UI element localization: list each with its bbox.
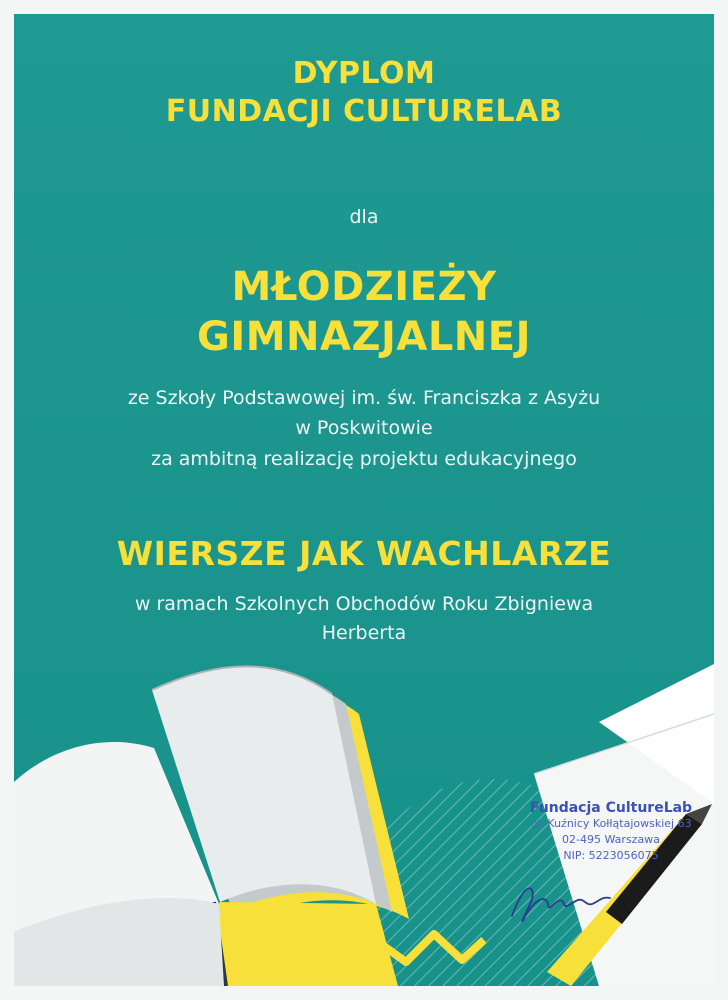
diploma-title-line1: DYPLOM <box>292 56 436 91</box>
diploma-title-line2: FUNDACJI CULTURELAB <box>165 94 563 129</box>
stamp-city: 02-495 Warszawa <box>562 833 660 846</box>
school-line1: ze Szkoły Podstawowej im. św. Franciszka z Asyżu <box>127 387 601 409</box>
stamp-street: ul. Kuźnicy Kołłątajowskiej 63 <box>530 817 692 830</box>
context-line1: w ramach Szkolnych Obchodów Roku Zbigniewa <box>134 593 594 615</box>
signature-mark <box>506 876 616 926</box>
for-word: dla <box>349 206 379 228</box>
school-line2: w Poskwitowie <box>295 417 433 439</box>
open-book-icon <box>14 666 409 986</box>
project-title: WIERSZE JAK WACHLARZE <box>116 534 612 573</box>
context-line2: Herberta <box>321 622 407 644</box>
diploma-sheet <box>14 14 714 986</box>
reason-line: za ambitną realizację projektu edukacyjnego <box>151 448 577 470</box>
recipient-line1: MŁODZIEŻY <box>231 264 497 310</box>
stamp-tax-id: NIP: 5223056075 <box>563 849 659 862</box>
foundation-stamp <box>506 800 714 864</box>
stamp-name: Fundacja CultureLab <box>529 800 693 816</box>
recipient-line2: GIMNAZJALNEJ <box>197 314 531 360</box>
